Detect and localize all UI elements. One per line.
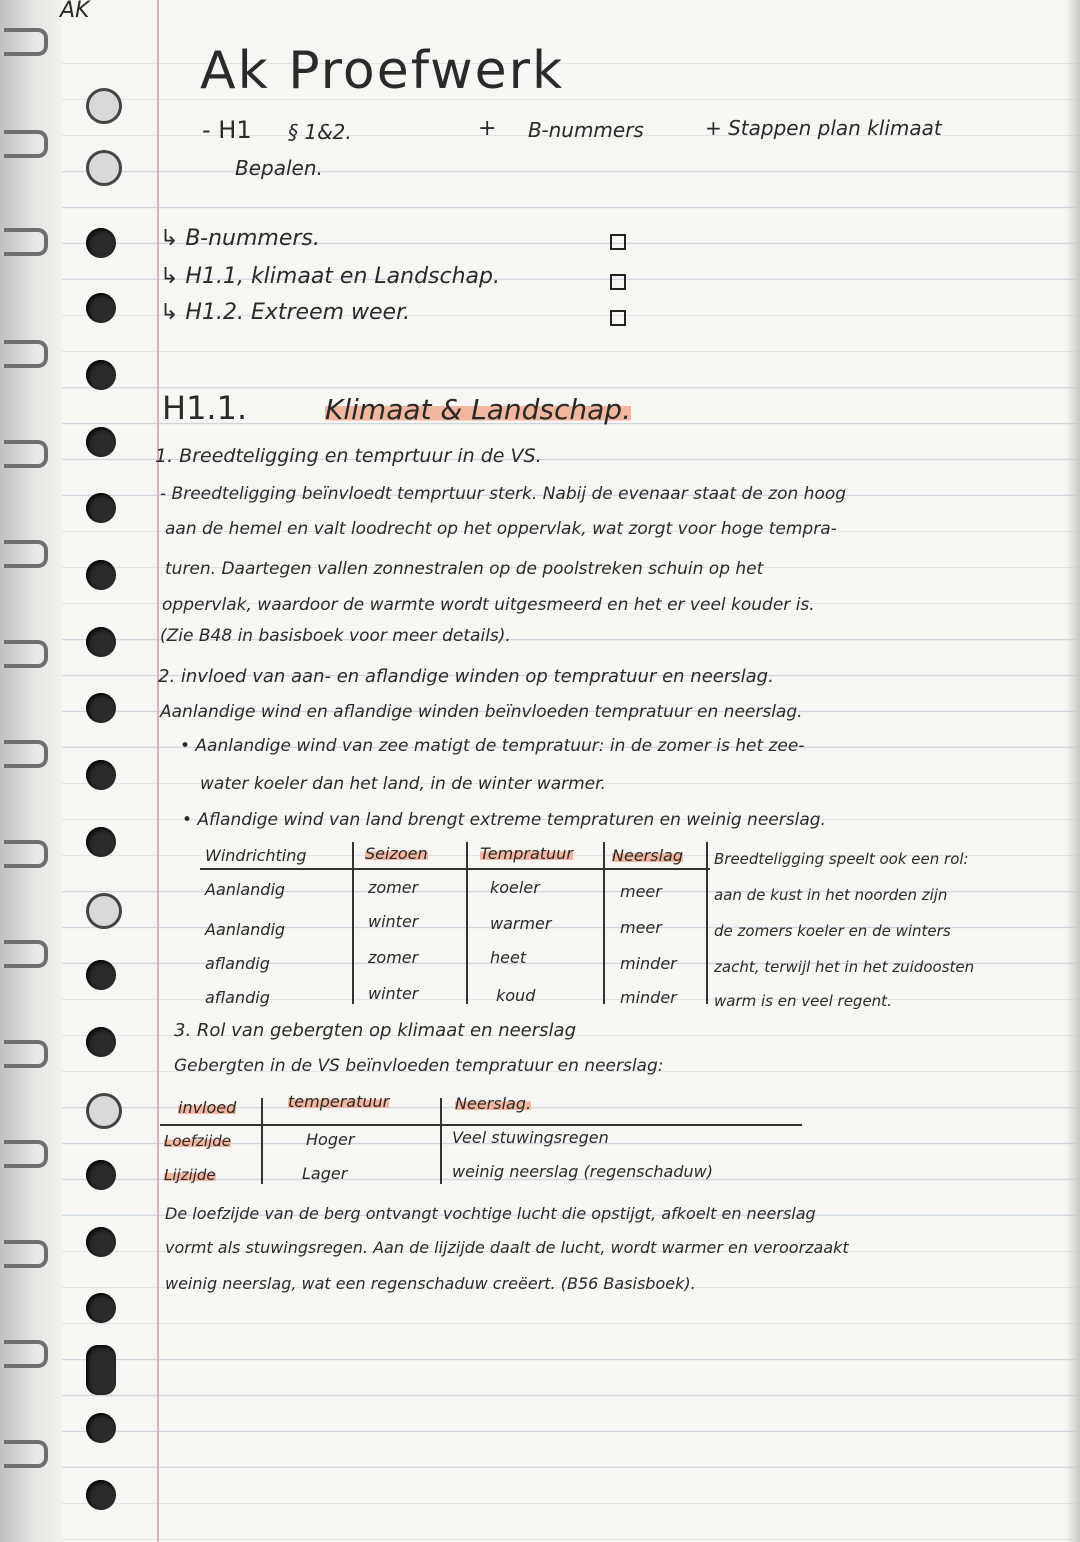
- spiral-coil: [4, 1040, 48, 1068]
- punch-hole: [86, 827, 116, 857]
- subtitle-paragraphs: § 1&2.: [288, 120, 352, 144]
- part3-line: De loefzijde van de berg ontvangt vochtige lucht die opstijgt, afkoelt en neerslag: [165, 1204, 816, 1223]
- checkbox[interactable]: [610, 310, 626, 326]
- punch-hole: [86, 293, 116, 323]
- spiral-coil: [4, 340, 48, 368]
- punch-hole: [86, 150, 122, 186]
- side-note-line: Breedteligging speelt ook een rol:: [714, 850, 969, 868]
- punch-hole: [86, 427, 116, 457]
- section-number: H1.1.: [162, 389, 248, 427]
- section-title: Klimaat & Landschap.: [325, 393, 631, 426]
- spiral-coil: [4, 1440, 48, 1468]
- punch-hole: [86, 627, 116, 657]
- mountain-table-header: Neerslag.: [455, 1094, 532, 1113]
- table-column-rule: [440, 1098, 442, 1184]
- punch-hole: [86, 893, 122, 929]
- spiral-coil: [4, 740, 48, 768]
- corner-label: AK: [60, 0, 90, 23]
- checkbox[interactable]: [610, 234, 626, 250]
- part1-heading: 1. Breedteligging en temprtuur in de VS.: [155, 445, 542, 467]
- punch-hole: [86, 560, 116, 590]
- punch-hole: [86, 228, 116, 258]
- wind-table-header: Seizoen: [365, 844, 428, 863]
- punch-hole: [86, 1027, 116, 1057]
- punch-hole: [86, 1293, 116, 1323]
- wind-table-cell: heet: [490, 948, 527, 967]
- subtitle-b-numbers: B-nummers: [528, 118, 644, 142]
- part2-line: water koeler dan het land, in de winter warmer.: [200, 774, 606, 794]
- table-header-rule: [160, 1124, 802, 1126]
- page-title: Ak Proefwerk: [200, 41, 565, 101]
- wind-table-cell: aflandig: [205, 954, 270, 973]
- wind-table-cell: Aanlandig: [205, 880, 286, 899]
- mountain-table-cell: Veel stuwingsregen: [452, 1128, 609, 1147]
- part1-line: - Breedteligging beïnvloedt temprtuur sterk. Nabij de evenaar staat de zon hoog: [160, 484, 847, 504]
- wind-table-cell: meer: [620, 882, 662, 901]
- part3-intro: Gebergten in de VS beïnvloeden tempratuur en neerslag:: [174, 1056, 664, 1076]
- spiral-coil: [4, 1240, 48, 1268]
- mountain-table-header: temperatuur: [288, 1092, 390, 1111]
- spiral-binding: [0, 0, 62, 1542]
- page-edge-shadow: [1066, 0, 1080, 1542]
- mountain-table-cell: Loefzijde: [164, 1132, 232, 1150]
- spiral-coil: [4, 440, 48, 468]
- punch-hole: [86, 1227, 116, 1257]
- wind-table-cell: winter: [368, 984, 419, 1003]
- checklist-item: ↳ B-nummers.: [160, 226, 320, 251]
- table-column-rule: [352, 842, 354, 1004]
- part2-heading: 2. invloed van aan- en aflandige winden op tempratuur en neerslag.: [158, 666, 774, 687]
- spiral-coil: [4, 940, 48, 968]
- side-note-line: zacht, terwijl het in het zuidoosten: [714, 958, 975, 976]
- table-header-rule: [200, 868, 710, 870]
- subtitle-chapter: - H1: [202, 116, 252, 144]
- punch-hole: [86, 493, 116, 523]
- mountain-table-cell: weinig neerslag (regenschaduw): [452, 1162, 713, 1181]
- punch-hole: [86, 360, 116, 390]
- wind-table-cell: warmer: [490, 914, 552, 933]
- mountain-table-cell: Hoger: [306, 1130, 355, 1149]
- wind-table-cell: minder: [620, 954, 677, 973]
- side-note-line: de zomers koeler en de winters: [714, 922, 951, 940]
- punch-hole: [86, 1093, 122, 1129]
- mountain-table-cell: Lijzijde: [164, 1166, 216, 1184]
- spiral-coil: [4, 28, 48, 56]
- part1-line: oppervlak, waardoor de warmte wordt uitgesmeerd en het er veel kouder is.: [162, 595, 815, 615]
- wind-table-cell: Aanlandig: [205, 920, 286, 939]
- part1-line: (Zie B48 in basisboek voor meer details).: [160, 626, 511, 646]
- checklist-item: ↳ H1.2. Extreem weer.: [160, 300, 411, 325]
- checkbox[interactable]: [610, 274, 626, 290]
- part1-line: aan de hemel en valt loodrecht op het oppervlak, wat zorgt voor hoge tempra-: [165, 519, 837, 539]
- spiral-coil: [4, 1340, 48, 1368]
- part2-line: • Aanlandige wind van zee matigt de tempratuur: in de zomer is het zee-: [180, 736, 805, 756]
- part3-line: weinig neerslag, wat een regenschaduw creëert. (B56 Basisboek).: [165, 1274, 696, 1293]
- part3-line: vormt als stuwingsregen. Aan de lijzijde daalt de lucht, wordt warmer en veroorzaakt: [165, 1238, 849, 1257]
- wind-table-cell: meer: [620, 918, 662, 937]
- subtitle-climate-plan: + Stappen plan klimaat: [705, 116, 942, 140]
- part1-line: turen. Daartegen vallen zonnestralen op de poolstreken schuin op het: [165, 559, 764, 579]
- punch-hole: [86, 88, 122, 124]
- table-column-rule: [603, 842, 605, 1004]
- punch-hole: [86, 1480, 116, 1510]
- spiral-coil: [4, 228, 48, 256]
- side-note-line: aan de kust in het noorden zijn: [714, 886, 948, 904]
- table-column-rule: [466, 842, 468, 1004]
- punch-hole: [86, 1160, 116, 1190]
- wind-table-cell: zomer: [368, 948, 419, 967]
- wind-table-cell: aflandig: [205, 988, 270, 1007]
- wind-table-header: Neerslag: [612, 846, 683, 865]
- wind-table-cell: koud: [496, 986, 536, 1005]
- punch-hole: [86, 1413, 116, 1443]
- checklist-item: ↳ H1.1, klimaat en Landschap.: [160, 264, 500, 289]
- spiral-coil: [4, 840, 48, 868]
- spiral-coil: [4, 130, 48, 158]
- spiral-coil: [4, 640, 48, 668]
- punch-hole: [86, 760, 116, 790]
- margin-line: [157, 0, 159, 1542]
- subtitle-plus: +: [478, 116, 497, 141]
- spiral-coil: [4, 540, 48, 568]
- wind-table-cell: winter: [368, 912, 419, 931]
- wind-table-cell: minder: [620, 988, 677, 1007]
- part3-heading: 3. Rol van gebergten op klimaat en neerslag: [174, 1020, 576, 1041]
- wind-table-header: Tempratuur: [480, 844, 573, 863]
- part2-line: Aanlandige wind en aflandige winden beïnvloeden tempratuur en neerslag.: [160, 702, 803, 722]
- subtitle-line2: Bepalen.: [235, 156, 323, 180]
- wind-table-cell: zomer: [368, 878, 419, 897]
- mountain-table-cell: Lager: [302, 1164, 348, 1183]
- spiral-coil: [4, 1140, 48, 1168]
- side-note-line: warm is en veel regent.: [714, 992, 892, 1010]
- wind-table-cell: koeler: [490, 878, 540, 897]
- part2-line: • Aflandige wind van land brengt extreme tempraturen en weinig neerslag.: [182, 810, 826, 830]
- punch-hole: [86, 693, 116, 723]
- punch-hole: [86, 960, 116, 990]
- table-column-rule: [261, 1098, 263, 1184]
- wind-table-header: Windrichting: [205, 846, 307, 865]
- mountain-table-header: invloed: [178, 1098, 237, 1117]
- punch-hole: [86, 1345, 116, 1395]
- table-column-rule: [706, 842, 708, 1004]
